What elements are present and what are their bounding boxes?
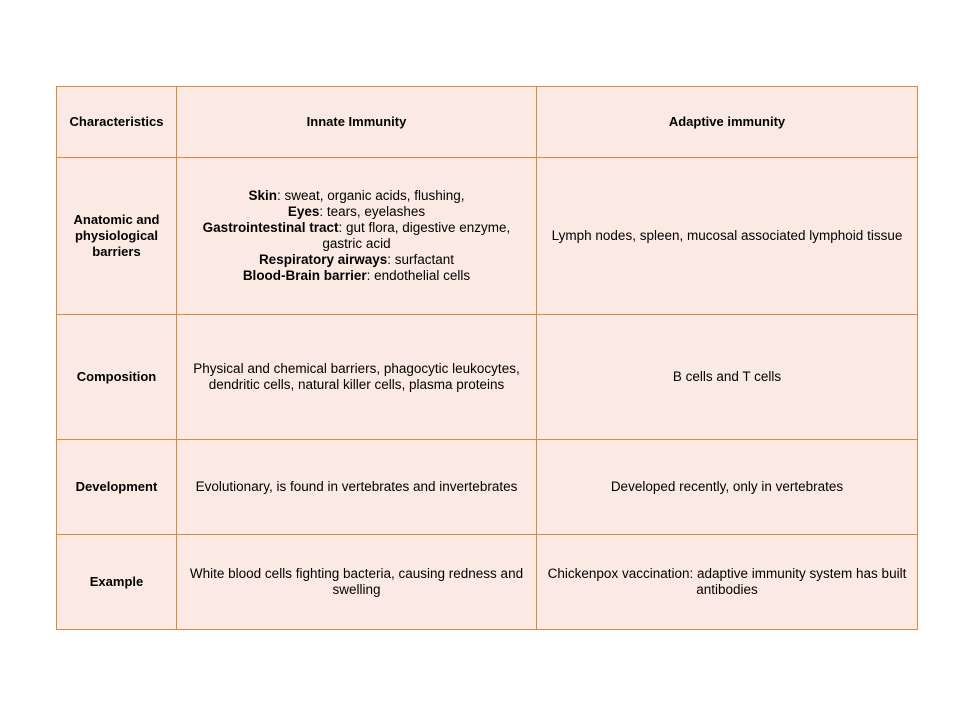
barrier-text: : tears, eyelashes (319, 204, 426, 219)
row-label-example: Example (57, 535, 177, 630)
header-row (57, 87, 918, 158)
adaptive-barriers-cell: Lymph nodes, spleen, mucosal associated lymphoid tissue (537, 158, 918, 315)
immunity-comparison-table (56, 86, 918, 630)
barrier-line-blood-brain (181, 268, 532, 284)
barrier-text: : surfactant (387, 252, 455, 267)
barrier-line-respiratory (181, 252, 532, 268)
barrier-line-skin (181, 188, 532, 204)
innate-development-cell: Evolutionary, is found in vertebrates and invertebrates (177, 440, 537, 535)
barrier-term: Blood-Brain barrier (242, 268, 367, 283)
table-row-development (57, 440, 918, 535)
innate-example-cell: White blood cells fighting bacteria, causing redness and swelling (177, 535, 537, 630)
innate-composition-cell: Physical and chemical barriers, phagocytic leukocytes, dendritic cells, natural killer cells, plasma proteins (177, 315, 537, 440)
barrier-text: : sweat, organic acids, flushing, (276, 188, 465, 203)
header-characteristics: Characteristics (57, 87, 177, 158)
barrier-term: Respiratory airways (258, 252, 388, 267)
barrier-text: : endothelial cells (366, 268, 471, 283)
table-row-barriers (57, 158, 918, 315)
barrier-term: Gastrointestinal tract (202, 220, 339, 235)
innate-barriers-cell (177, 158, 537, 315)
row-label-barriers: Anatomic and physiological barriers (57, 158, 177, 315)
barrier-line-eyes (181, 204, 532, 220)
barrier-term: Skin (248, 188, 277, 203)
barrier-term: Eyes (287, 204, 320, 219)
header-adaptive-immunity: Adaptive immunity (537, 87, 918, 158)
adaptive-example-cell: Chickenpox vaccination: adaptive immunity system has built antibodies (537, 535, 918, 630)
adaptive-development-cell: Developed recently, only in vertebrates (537, 440, 918, 535)
table-row-composition (57, 315, 918, 440)
barrier-text: : gut flora, digestive enzyme, gastric acid (322, 220, 511, 251)
barrier-line-gastrointestinal (181, 220, 532, 252)
adaptive-composition-cell: B cells and T cells (537, 315, 918, 440)
row-label-composition: Composition (57, 315, 177, 440)
table-row-example (57, 535, 918, 630)
row-label-development: Development (57, 440, 177, 535)
header-innate-immunity: Innate Immunity (177, 87, 537, 158)
